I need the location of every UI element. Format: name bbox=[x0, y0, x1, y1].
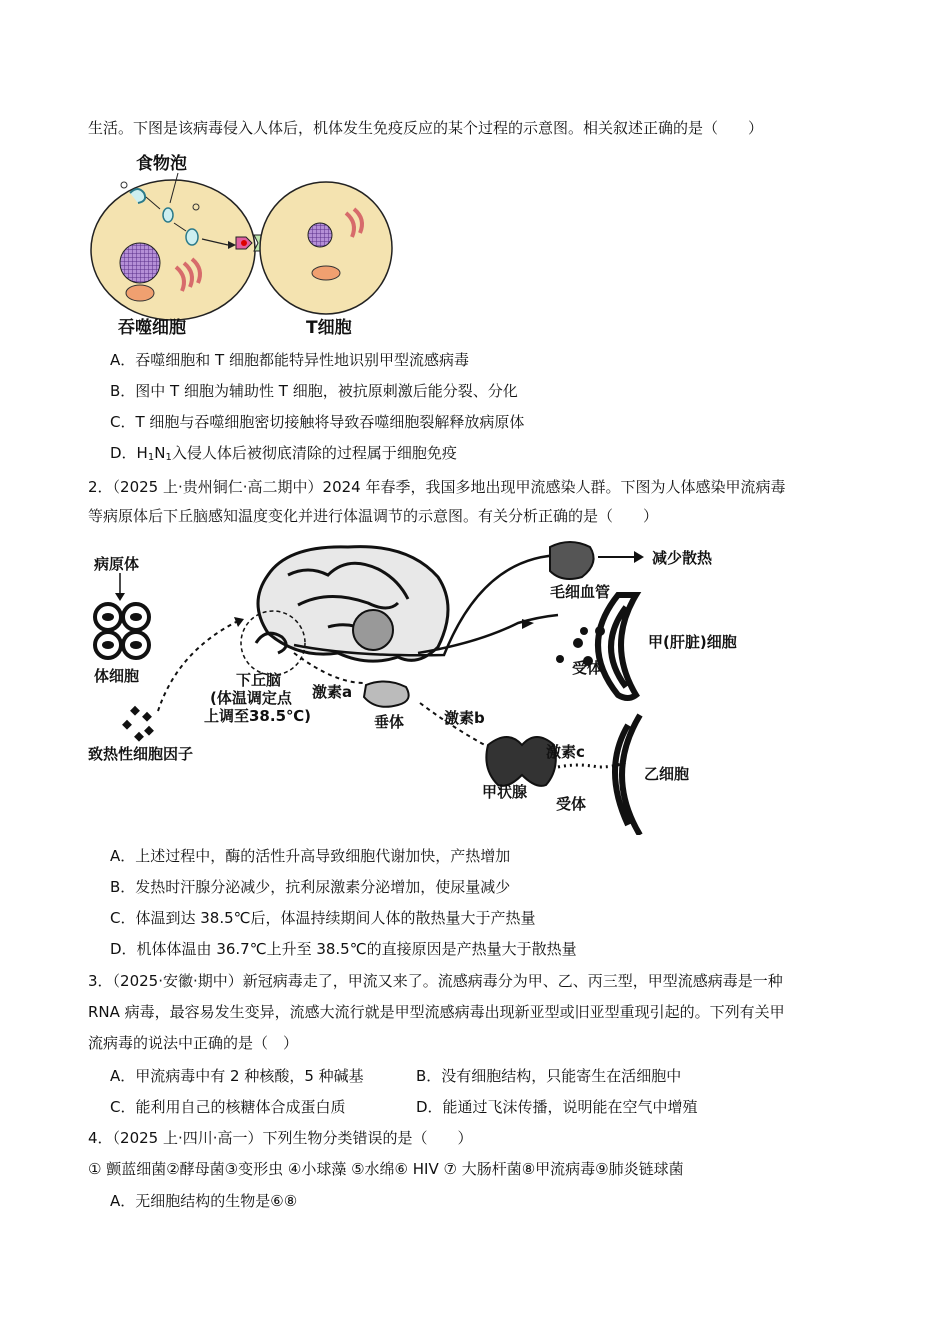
q3-option-d: D．能通过飞沫传播，说明能在空气中增殖 bbox=[416, 1098, 698, 1116]
q1-option-a: A．吞噬细胞和 T 细胞都能特异性地识别甲型流感病毒 bbox=[110, 351, 469, 369]
hypothalamus-label: 下丘脑 bbox=[236, 671, 282, 689]
setpoint-label-2: 上调至38.5℃) bbox=[204, 707, 312, 725]
q2-option-a: A．上述过程中，酶的活性升高导致细胞代谢加快，产热增加 bbox=[110, 847, 511, 865]
q1-option-b: B．图中 T 细胞为辅助性 T 细胞，被抗原刺激后能分裂、分化 bbox=[110, 382, 518, 400]
cell-b-label: 乙细胞 bbox=[644, 765, 690, 783]
receptor-label: 受体 bbox=[572, 659, 603, 677]
food-vacuole-label: 食物泡 bbox=[136, 154, 187, 174]
q2-option-c: C．体温到达 38.5℃后，体温持续期间人体的散热量大于产热量 bbox=[110, 909, 536, 927]
q1-option-c: C．T 细胞与吞噬细胞密切接触将导致吞噬细胞裂解释放病原体 bbox=[110, 413, 525, 431]
liver-cell-label: 甲(肝脏)细胞 bbox=[648, 633, 737, 651]
q3-option-a: A．甲流病毒中有 2 种核酸，5 种碱基 bbox=[110, 1067, 364, 1085]
q2-option-d: D．机体体温由 36.7℃上升至 38.5℃的直接原因是产热量大于散热量 bbox=[110, 940, 577, 958]
hormone-c-label: 激素c bbox=[546, 743, 585, 761]
thyroid-label: 甲状腺 bbox=[482, 783, 528, 801]
hormone-a-label: 激素a bbox=[312, 683, 353, 701]
t-cell bbox=[260, 182, 392, 314]
q1-figure bbox=[88, 145, 408, 345]
q3-option-b: B．没有细胞结构，只能寄生在活细胞中 bbox=[416, 1067, 682, 1085]
q4-option-a: A．无细胞结构的生物是⑥⑧ bbox=[110, 1192, 298, 1210]
q2-stem-line2: 等病原体后下丘脑感知温度变化并进行体温调节的示意图。有关分析正确的是（ ） bbox=[88, 507, 659, 525]
hormone-b-label: 激素b bbox=[444, 709, 485, 727]
macrophage-label: 吞噬细胞 bbox=[118, 318, 186, 338]
t-cell-label: T细胞 bbox=[306, 318, 352, 338]
q1-stem: 生活。下图是该病毒侵入人体后，机体发生免疫反应的某个过程的示意图。相关叙述正确的是（ ） bbox=[88, 119, 764, 137]
q3-stem-line3: 流病毒的说法中正确的是（ ） bbox=[88, 1034, 299, 1052]
q1-option-d: D．$H_1N_1$入侵人体后被彻底清除的过程属于细胞免疫 bbox=[110, 444, 457, 463]
q3-option-c: C．能利用自己的核糖体合成蛋白质 bbox=[110, 1098, 346, 1116]
q2-figure bbox=[88, 535, 737, 835]
pathogen-label: 病原体 bbox=[94, 555, 140, 573]
setpoint-label-1: (体温调定点 bbox=[210, 689, 292, 707]
body-cell-label: 体细胞 bbox=[94, 667, 140, 685]
capillary-label: 毛细血管 bbox=[550, 583, 611, 601]
q3-stem-line1: 3．（2025·安徽·期中）新冠病毒走了，甲流又来了。流感病毒分为甲、乙、丙三型，甲型流感病毒是一种 bbox=[88, 972, 783, 990]
pyrogen-label: 致热性细胞因子 bbox=[88, 745, 194, 763]
thermoregulation-diagram bbox=[88, 535, 728, 835]
q2-option-b: B．发热时汗腺分泌减少，抗利尿激素分泌增加，使尿量减少 bbox=[110, 878, 511, 896]
q4-organism-list: ① 颤蓝细菌②酵母菌③变形虫 ④小球藻 ⑤水绵⑥ HIV ⑦ 大肠杆菌⑧甲流病毒⑨肺炎链球菌 bbox=[88, 1160, 684, 1178]
reduce-heat-label: 减少散热 bbox=[652, 549, 713, 567]
q2-stem-line1: 2．（2025 上·贵州铜仁·高二期中）2024 年春季，我国多地出现甲流感染人群。下图为人体感染甲流病毒 bbox=[88, 478, 786, 496]
receptor-2-label: 受体 bbox=[556, 795, 587, 813]
q3-stem-line2: RNA 病毒，最容易发生变异，流感大流行就是甲型流感病毒出现新亚型或旧亚型重现引起的。下列有关甲 bbox=[88, 1003, 785, 1021]
q4-stem: 4．（2025 上·四川·高一）下列生物分类错误的是（ ） bbox=[88, 1129, 473, 1147]
pituitary-label: 垂体 bbox=[374, 713, 405, 731]
macrophage-cell bbox=[91, 180, 255, 320]
